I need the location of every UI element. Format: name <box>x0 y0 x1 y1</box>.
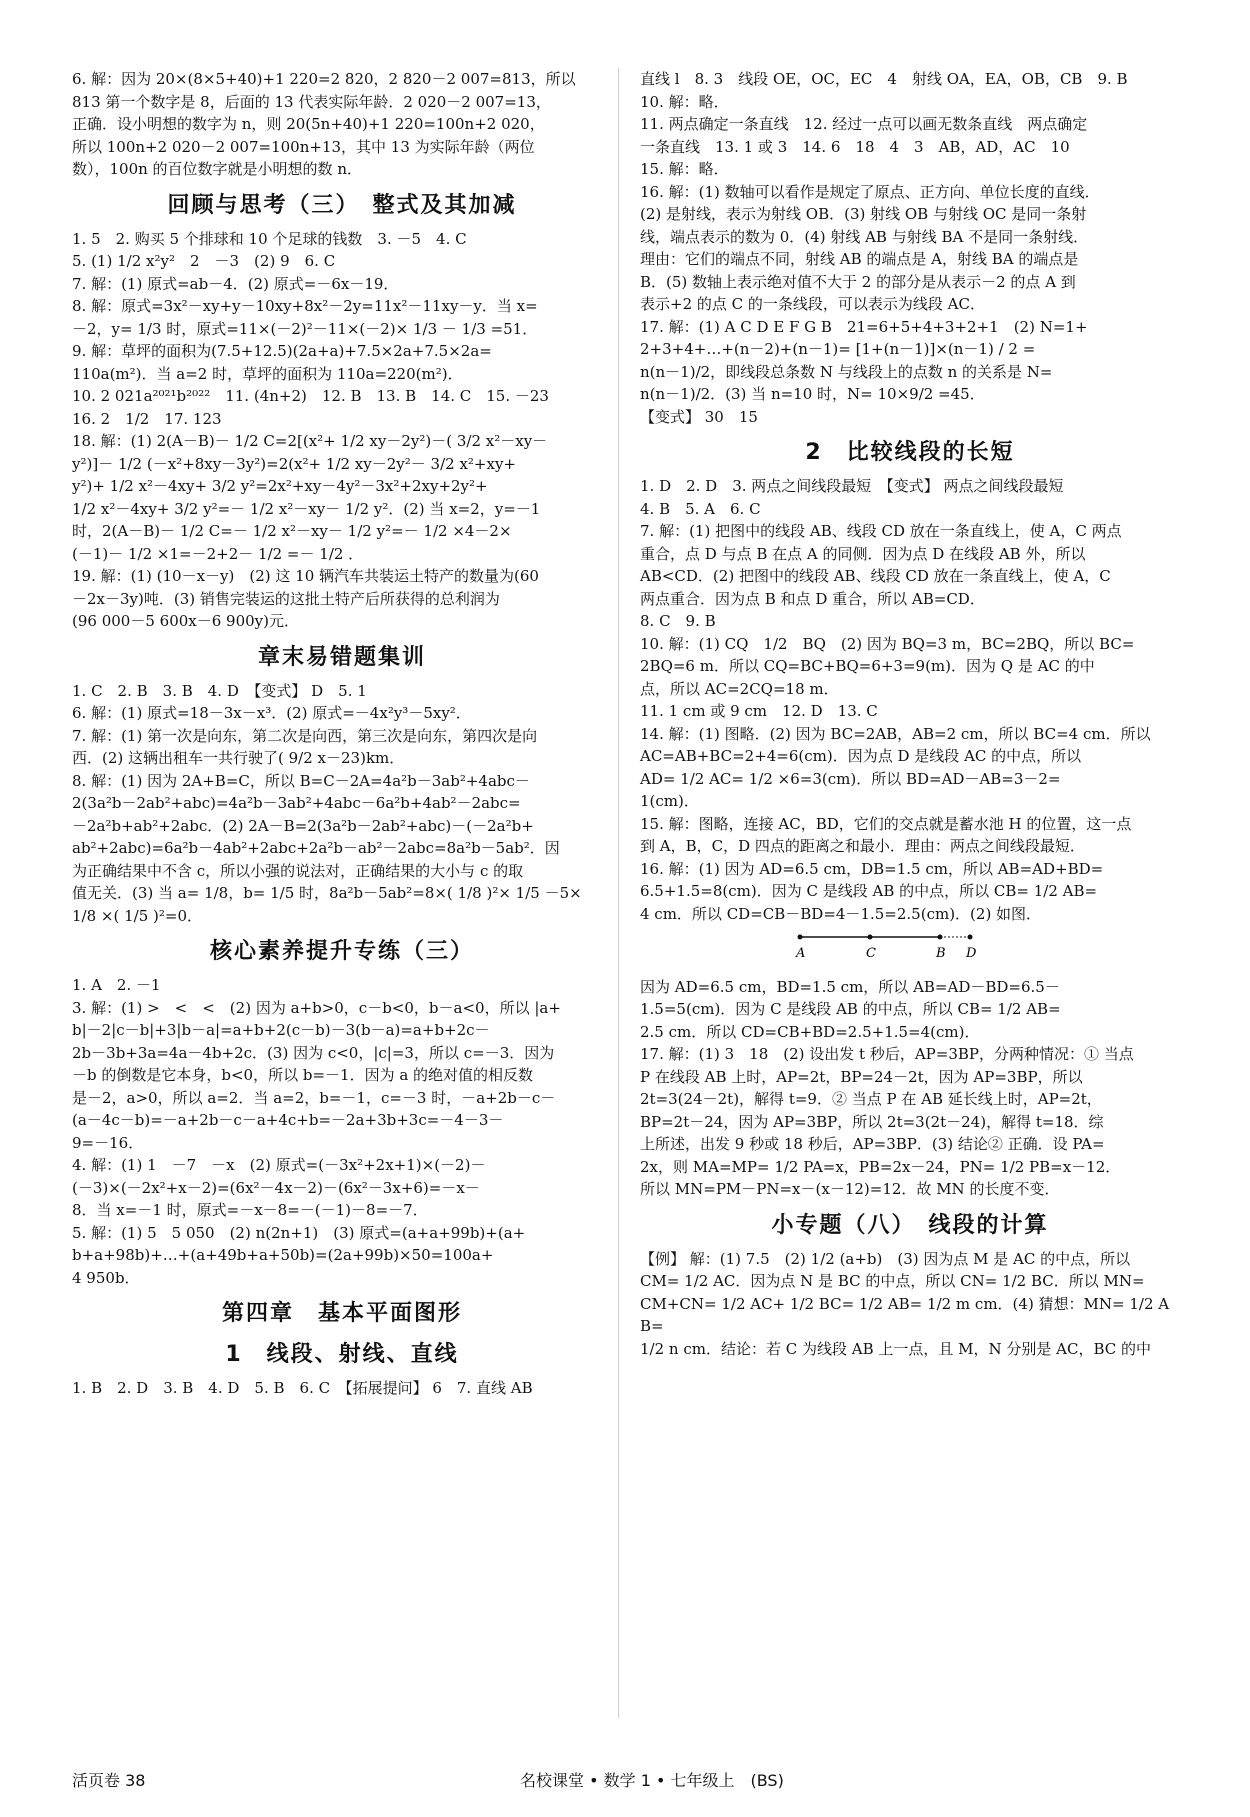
section-title: 小专题（八） 线段的计算 <box>771 1212 1049 1238</box>
answer-line: 时，2(A－B)－ 1/2 C=－ 1/2 x²－xy－ 1/2 y²=－ 1/2 ×4－2× <box>72 522 512 540</box>
answer-line: 所以 100n+2 020－2 007=100n+13，其中 13 为实际年龄（两位 <box>72 137 535 156</box>
answer-line: b+a+98b)+…+(a+49b+a+50b)=(2a+99b)×50=100a+ <box>72 1246 494 1264</box>
answer-line: 110a(m²)．当 a=2 时，草坪的面积为 110a=220(m²)． <box>72 364 463 383</box>
answer-line: －b 的倒数是它本身，b<0，所以 b=－1．因为 a 的绝对值的相反数 <box>72 1066 534 1084</box>
answer-line: 14. 解：(1) 图略．(2) 因为 BC=2AB，AB=2 cm，所以 BC=4 cm．所以 <box>640 724 1151 743</box>
answer-line: 【变式】 30 15 <box>640 407 758 426</box>
answer-line: n(n－1)/2，即线段总条数 N 与线段上的点数 n 的关系是 N= <box>640 362 1053 381</box>
answer-line: y²)+ 1/2 x²－4xy+ 3/2 y²=2x²+xy－4y²－3x²+2xy+2y²+ <box>72 477 488 495</box>
answer-line: 1. 5 2. 购买 5 个排球和 10 个足球的钱数 3. －5 4. C <box>72 229 467 248</box>
answer-line: 5. (1) 1/2 x²y² 2 －3 (2) 9 6. C <box>72 252 336 270</box>
answer-line: 19. 解：(1) (10－x－y) (2) 这 10 辆汽车共装运土特产的数量为(60 <box>72 567 539 585</box>
answer-line: 10. 解：略． <box>640 92 729 111</box>
answer-line: 10. 解：(1) CQ 1/2 BQ (2) 因为 BQ=3 m，BC=2BQ，所以 BC= <box>640 634 1135 653</box>
answer-line: 理由：它们的端点不同，射线 AB 的端点是 A，射线 BA 的端点是 <box>640 250 1079 268</box>
answer-line: 4 950b． <box>72 1268 140 1287</box>
answer-line: 值无关．(3) 当 a= 1/8，b= 1/5 时，8a²b－5ab²=8×( 1/8 )²× 1/5 －5× <box>72 884 582 902</box>
answer-line: 到 A，B，C，D 四点的距离之和最小．理由：两点之间线段最短． <box>640 837 1085 855</box>
answer-line: －2x－3y)吨．(3) 销售完装运的这批土特产后所获得的总利润为 <box>72 589 500 608</box>
section-title: 2 比较线段的长短 <box>805 440 1015 465</box>
section-title: 第四章 基本平面图形 <box>221 1301 462 1326</box>
footer-book-title: 名校课堂 • 数学 1 • 七年级上 (BS) <box>520 1771 784 1790</box>
answer-line: 点，所以 AC=2CQ=18 m． <box>640 679 839 698</box>
answer-line: 为正确结果中不含 c，所以小强的说法对，正确结果的大小与 c 的取 <box>72 861 524 880</box>
point-marker <box>968 935 973 940</box>
answer-line: (a－4c－b)=－a+2b－c－a+4c+b=－2a+3b+3c=－4－3－ <box>72 1111 504 1129</box>
answer-line: 7. 解：(1) 第一次是向东，第二次是向西，第三次是向东，第四次是向 <box>72 726 538 745</box>
answer-line: 2b－3b+3a=4a－4b+2c．(3) 因为 c<0，|c|=3，所以 c=－3．因为 <box>72 1043 555 1062</box>
answer-line: 11. 1 cm 或 9 cm 12. D 13. C <box>640 702 878 720</box>
answer-line: 17. 解：(1) 3 18 (2) 设出发 t 秒后，AP=3BP，分两种情况：① 当点 <box>640 1045 1134 1063</box>
answer-line: 2.5 cm．所以 CD=CB+BD=2.5+1.5=4(cm)． <box>640 1022 980 1041</box>
answer-line: －2a²b+ab²+2abc．(2) 2A－B=2(3a²b－2ab²+abc)－(－2a²b+ <box>72 816 534 835</box>
answer-line: P 在线段 AB 上时，AP=2t，BP=24－2t，因为 AP=3BP，所以 <box>640 1067 1083 1086</box>
answer-line: y²)]－ 1/2 (－x²+8xy－3y²)=2(x²+ 1/2 xy－2y²－ 3/2 x²+xy+ <box>72 454 516 473</box>
answer-line: 5. 解：(1) 5 5 050 (2) n(2n+1) (3) 原式=(a+a+99b)+(a+ <box>72 1223 526 1242</box>
answer-line: 因为 AD=6.5 cm，BD=1.5 cm，所以 AB=AD－BD=6.5－ <box>640 977 1060 996</box>
answer-line: 1. D 2. D 3. 两点之间线段最短 【变式】 两点之间线段最短 <box>640 477 1064 495</box>
section-title: 核心素养提升专练（三） <box>209 939 474 964</box>
answer-line: 直线 l 8. 3 线段 OE，OC，EC 4 射线 OA，EA，OB，CB 9. B <box>640 70 1128 88</box>
answer-line: 8. C 9. B <box>640 612 716 630</box>
answer-line: 1/2 x²－4xy+ 3/2 y²=－ 1/2 x²－xy－ 1/2 y²．(2) 当 x=2，y=－1 <box>72 499 541 518</box>
point-marker <box>868 935 873 940</box>
answer-line: 18. 解：(1) 2(A－B)－ 1/2 C=2[(x²+ 1/2 xy－2y²)－( 3/2 x²－xy－ <box>72 432 548 450</box>
page-footer <box>0 1765 1250 1797</box>
answer-line: 8. 解：原式=3x²－xy+y－10xy+8x²－2y=11x²－11xy－y．当 x= <box>72 297 538 315</box>
answer-line: 9=－16． <box>72 1133 144 1152</box>
point-label: B <box>936 946 946 961</box>
point-label: D <box>966 946 977 961</box>
answer-line: 1/8 ×( 1/5 )²=0． <box>72 906 202 925</box>
answer-line: 16. 解：(1) 数轴可以看作是规定了原点、正方向、单位长度的直线． <box>640 182 1100 201</box>
point-marker <box>798 935 803 940</box>
answer-line: 16. 2 1/2 17. 123 <box>72 409 222 428</box>
right-column <box>640 68 1180 1360</box>
answer-line: 8. 解：(1) 因为 2A+B=C，所以 B=C－2A=4a²b－3ab²+4abc－ <box>72 771 530 790</box>
answer-line: CM+CN= 1/2 AC+ 1/2 BC= 1/2 AB= 1/2 m cm．(4) 猜想：MN= 1/2 AB= <box>640 1294 1170 1335</box>
answer-line: 2(3a²b－2ab²+abc)=4a²b－3ab²+4abc－6a²b+4ab²－2abc= <box>72 794 521 812</box>
answer-line: BP=2t－24，因为 AP=3BP，所以 2t=3(2t－24)，解得 t=18．综 <box>640 1112 1104 1131</box>
answer-line: 10. 2 021a²⁰²¹b²⁰²² 11. (4n+2) 12. B 13. B 14. C 15. －23 <box>72 387 549 405</box>
answer-line: (96 000－5 600x－6 900y)元． <box>72 612 300 630</box>
answer-line: 重合，点 D 与点 B 在点 A 的同侧．因为点 D 在线段 AB 外，所以 <box>640 544 1086 563</box>
answer-line: 2+3+4+…+(n－2)+(n－1)= [1+(n－1)]×(n－1) / 2 = <box>640 340 1036 358</box>
answer-line: 3. 解：(1) > < < (2) 因为 a+b>0，c－b<0，b－a<0，所以 |a+ <box>72 998 561 1017</box>
answer-line: AB<CD．(2) 把图中的线段 AB、线段 CD 放在一条直线上，使 A，C <box>640 567 1111 585</box>
answer-line: 数），100n 的百位数字就是小明想的数 n． <box>72 160 362 178</box>
answer-line: 6. 解：(1) 原式=18－3x－x³．(2) 原式=－4x²y³－5xy²． <box>72 704 471 722</box>
answer-line: －2，y= 1/3 时，原式=11×(－2)²－11×(－2)× 1/3 － 1/3 =51． <box>72 319 538 338</box>
column-divider <box>618 68 619 1718</box>
answer-line: 4. B 5. A 6. C <box>640 499 761 518</box>
answer-line: 7. 解：(1) 把图中的线段 AB、线段 CD 放在一条直线上，使 A，C 两点 <box>640 522 1122 540</box>
footer-page-label: 活页卷 38 <box>72 1771 146 1790</box>
answer-line: 6. 解：因为 20×(8×5+40)+1 220=2 820，2 820－2 007=813，所以 <box>72 70 576 88</box>
answer-line: 1. A 2. －1 <box>72 976 161 994</box>
point-label: C <box>866 946 876 961</box>
answer-line: 西．(2) 这辆出租车一共行驶了( 9/2 x－23)km． <box>72 749 405 767</box>
answer-line: 一条直线 13. 1 或 3 14. 6 18 4 3 AB，AD，AC 10 <box>640 137 1070 156</box>
answer-line: 是－2，a>0，所以 a=2．当 a=2，b=－1，c=－3 时，－a+2b－c－ <box>72 1088 556 1107</box>
answer-line: 16. 解：(1) 因为 AD=6.5 cm，DB=1.5 cm，所以 AB=AD+BD= <box>640 859 1104 878</box>
section-title: 回顾与思考（三） 整式及其加减 <box>167 192 517 218</box>
section-title: 1 线段、射线、直线 <box>225 1342 459 1367</box>
answer-line: (2) 是射线，表示为射线 OB．(3) 射线 OB 与射线 OC 是同一条射 <box>640 205 1087 223</box>
answer-line: 4 cm．所以 CD=CB－BD=4－1.5=2.5(cm)．(2) 如图． <box>640 904 1042 923</box>
answer-line: AD= 1/2 AC= 1/2 ×6=3(cm)．所以 BD=AD－AB=3－2= <box>640 769 1061 788</box>
answer-line: 两点重合．因为点 B 和点 D 重合，所以 AB=CD． <box>640 589 985 608</box>
answer-line: 8．当 x=－1 时，原式=－x－8=－(－1)－8=－7． <box>72 1201 428 1219</box>
answer-line: 1(cm)． <box>640 792 699 810</box>
answer-line: 2BQ=6 m．所以 CQ=BC+BQ=6+3=9(m)．因为 Q 是 AC 的中 <box>640 657 1095 675</box>
answer-line: B．(5) 数轴上表示绝对值不大于 2 的部分是从表示－2 的点 A 到 <box>640 272 1076 291</box>
point-label: A <box>796 946 806 961</box>
answer-line: 1. B 2. D 3. B 4. D 5. B 6. C 【拓展提问】 6 7. 直线 AB <box>72 1379 533 1397</box>
answer-line: 6.5+1.5=8(cm)．因为 C 是线段 AB 的中点，所以 CB= 1/2 AB= <box>640 882 1098 900</box>
answer-line: 2x，则 MA=MP= 1/2 PA=x，PB=2x－24，PN= 1/2 PB=x－12． <box>640 1157 1121 1176</box>
answer-line: 所以 MN=PM－PN=x－(x－12)=12．故 MN 的长度不变． <box>640 1180 1060 1198</box>
answer-line: 9. 解：草坪的面积为(7.5+12.5)(2a+a)+7.5×2a+7.5×2a= <box>72 342 492 360</box>
answer-line: 11. 两点确定一条直线 12. 经过一点可以画无数条直线 两点确定 <box>640 115 1088 133</box>
answer-line: 正确．设小明想的数字为 n，则 20(5n+40)+1 220=100n+2 020， <box>72 115 545 133</box>
answer-line: 1. C 2. B 3. B 4. D 【变式】 D 5. 1 <box>72 681 367 700</box>
answer-line: 15. 解：图略，连接 AC，BD，它们的交点就是蓄水池 H 的位置，这一点 <box>640 814 1132 833</box>
answer-line: 上所述，出发 9 秒或 18 秒后，AP=3BP．(3) 结论② 正确．设 PA= <box>640 1135 1105 1153</box>
answer-line: 表示+2 的点 C 的一条线段，可以表示为线段 AC． <box>640 295 985 313</box>
answer-line: 线，端点表示的数为 0．(4) 射线 AB 与射线 BA 不是同一条射线． <box>640 227 1089 246</box>
answer-line: 4. 解：(1) 1 －7 －x (2) 原式=(－3x²+2x+1)×(－2)－ <box>72 1156 486 1174</box>
answer-line: 7. 解：(1) 原式=ab－4．(2) 原式=－6x－19． <box>72 274 399 293</box>
answer-line: CM= 1/2 AC．因为点 N 是 BC 的中点，所以 CN= 1/2 BC．所以 MN= <box>640 1272 1145 1290</box>
answer-line: 【例】 解：(1) 7.5 (2) 1/2 (a+b) (3) 因为点 M 是 AC 的中点，所以 <box>640 1249 1131 1268</box>
answer-line: n(n－1)/2．(3) 当 n=10 时，N= 10×9/2 =45． <box>640 385 985 403</box>
section-title: 章末易错题集训 <box>257 644 426 670</box>
answer-line: (－1)－ 1/2 ×1=－2+2－ 1/2 =－ 1/2 ． <box>72 544 364 563</box>
answer-line: (－3)×(－2x²+x－2)=(6x²－4x－2)－(6x²－3x+6)=－x－ <box>72 1178 480 1197</box>
answer-line: 15. 解：略． <box>640 160 729 178</box>
point-marker <box>938 935 943 940</box>
answer-line: 2t=3(24－2t)，解得 t=9．② 当点 P 在 AB 延长线上时，AP=2t， <box>640 1090 1102 1108</box>
answer-line: 17. 解：(1) A C D E F G B 21=6+5+4+3+2+1 (2) N=1+ <box>640 317 1088 336</box>
answer-line: AC=AB+BC=2+4=6(cm)．因为点 D 是线段 AC 的中点，所以 <box>640 747 1082 765</box>
answer-line: 1.5=5(cm)．因为 C 是线段 AB 的中点，所以 CB= 1/2 AB= <box>640 1000 1061 1018</box>
left-column <box>72 68 612 1400</box>
answer-line: 1/2 n cm．结论：若 C 为线段 AB 上一点，且 M，N 分别是 AC，BC 的中 <box>640 1339 1152 1358</box>
answer-line: b|－2|c－b|+3|b－a|=a+b+2(c－b)－3(b－a)=a+b+2c－ <box>72 1021 490 1039</box>
segment-diagram <box>790 929 1180 970</box>
answer-line: 813 第一个数字是 8，后面的 13 代表实际年龄．2 020－2 007=13， <box>72 92 551 111</box>
answer-line: ab²+2abc)=6a²b－4ab²+2abc+2a²b－ab²－2abc=8a²b－5ab²．因 <box>72 839 560 857</box>
